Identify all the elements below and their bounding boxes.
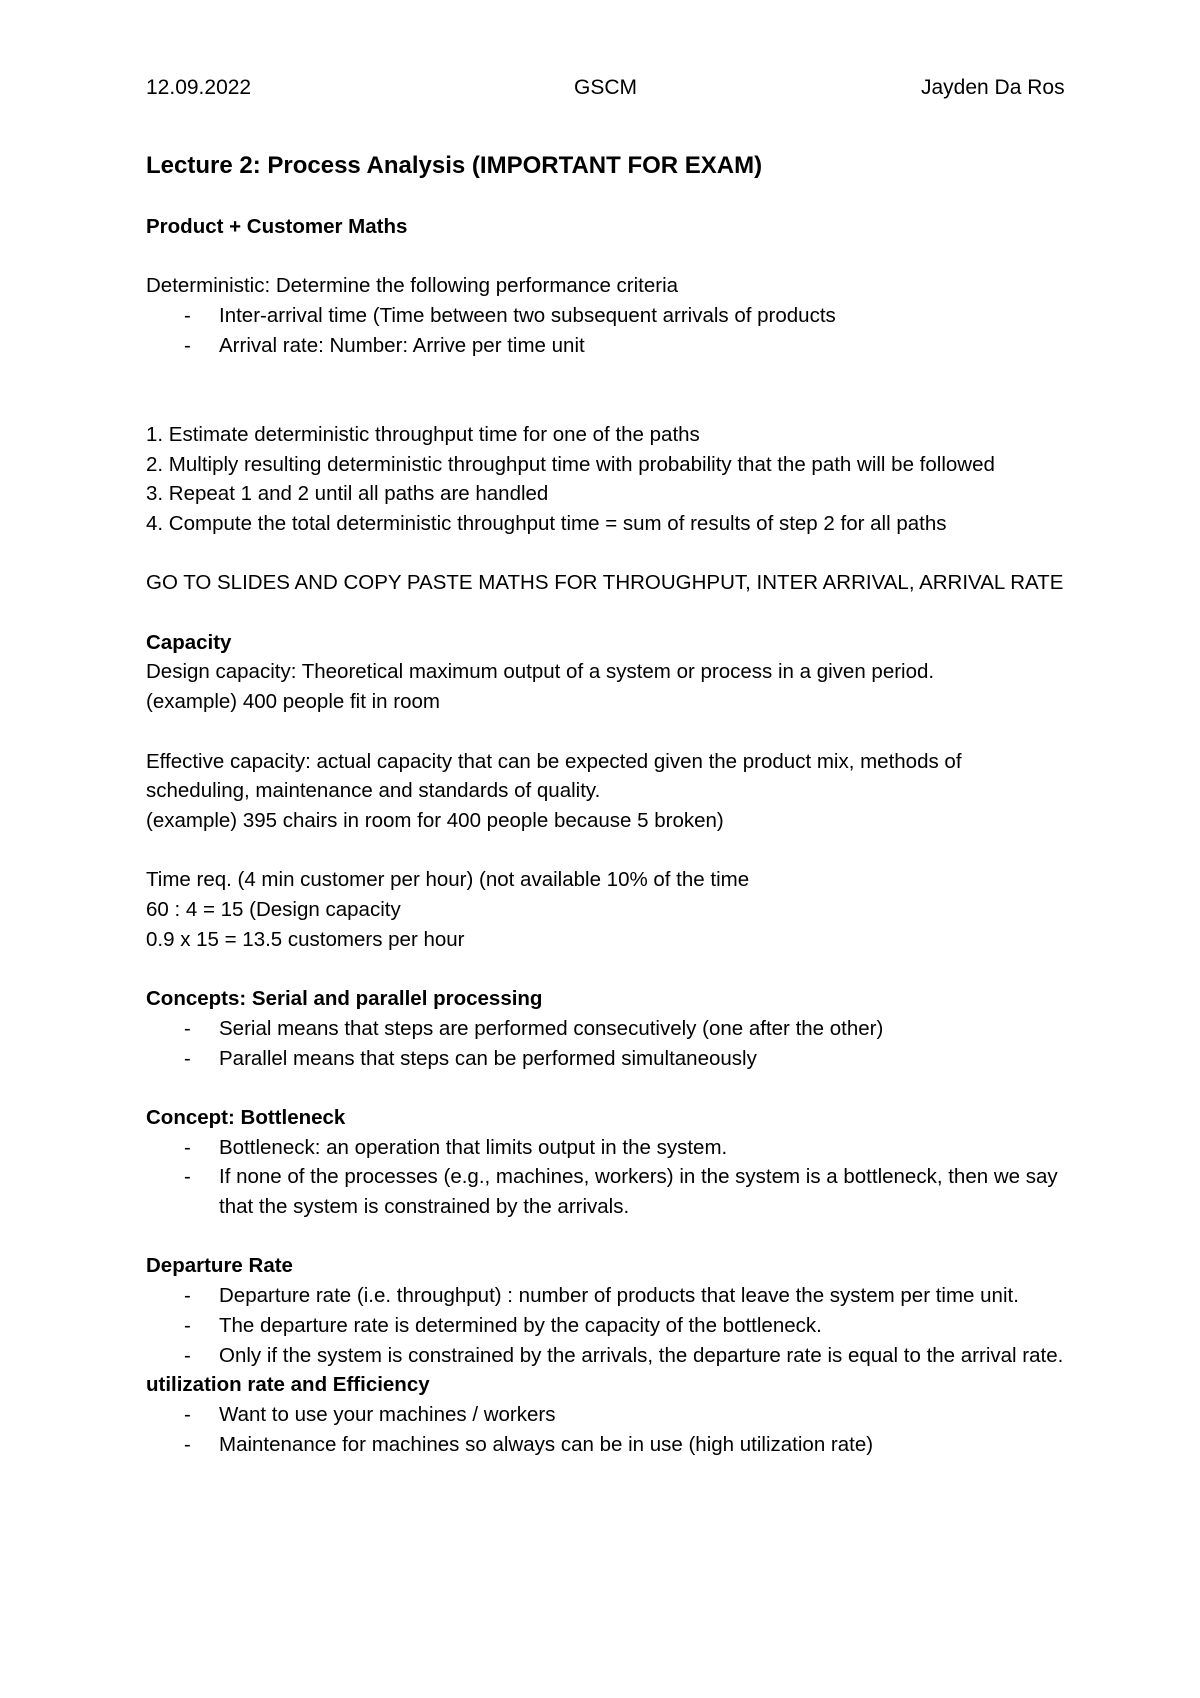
step-item: 1. Estimate deterministic throughput time for one of the paths <box>146 422 700 446</box>
section-heading-bottleneck: Concept: Bottleneck <box>146 1105 346 1129</box>
step-item: 3. Repeat 1 and 2 until all paths are handled <box>146 482 549 506</box>
header-date: 12.09.2022 <box>146 76 252 99</box>
list-item: - Departure rate (i.e. throughput) : number of products that leave the system per time unit. <box>146 1281 1066 1311</box>
capacity-calc-line: Time req. (4 min customer per hour) (not available 10% of the time <box>146 868 750 892</box>
header-subject: GSCM <box>574 76 637 99</box>
departure-list <box>146 1281 1066 1370</box>
design-capacity-definition: Design capacity: Theoretical maximum output of a system or process in a given period. <box>146 660 935 684</box>
deterministic-intro: Deterministic: Determine the following performance criteria <box>146 274 679 298</box>
deterministic-bullet-list <box>146 301 1066 360</box>
throughput-steps <box>146 420 1066 539</box>
bottleneck-list <box>146 1133 1066 1222</box>
list-item: - Only if the system is constrained by the arrivals, the departure rate is equal to the arrival rate. <box>146 1341 1066 1371</box>
effective-capacity-definition: Effective capacity: actual capacity that can be expected given the product mix, methods of scheduling, maintenance and standards of quality. <box>146 749 962 803</box>
step-item: 2. Multiply resulting deterministic throughput time with probability that the path will be followed <box>146 452 995 476</box>
capacity-calc-line: 0.9 x 15 = 13.5 customers per hour <box>146 927 465 951</box>
list-item: - Inter-arrival time (Time between two subsequent arrivals of products <box>146 301 1066 331</box>
serial-parallel-list <box>146 1014 1066 1073</box>
section-heading-serial-parallel: Concepts: Serial and parallel processing <box>146 987 543 1011</box>
list-item: - Maintenance for machines so always can be in use (high utilization rate) <box>146 1430 1066 1460</box>
capacity-calc-line: 60 : 4 = 15 (Design capacity <box>146 898 401 922</box>
list-item: - Serial means that steps are performed consecutively (one after the other) <box>146 1014 1066 1044</box>
effective-capacity-example: (example) 395 chairs in room for 400 people because 5 broken) <box>146 808 724 832</box>
list-item: - Arrival rate: Number: Arrive per time unit <box>146 331 1066 361</box>
section-heading-capacity: Capacity <box>146 630 232 654</box>
design-capacity-example: (example) 400 people fit in room <box>146 690 440 714</box>
document-body <box>146 212 1066 1459</box>
list-item: - If none of the processes (e.g., machines, workers) in the system is a bottleneck, then we say that the system is constrained by the arrivals. <box>146 1162 1066 1221</box>
list-item: - The departure rate is determined by the capacity of the bottleneck. <box>146 1311 1066 1341</box>
step-item: 4. Compute the total deterministic throughput time = sum of results of step 2 for all paths <box>146 512 947 535</box>
utilization-list <box>146 1400 1066 1459</box>
header-author: Jayden Da Ros <box>921 76 1065 99</box>
list-item: - Bottleneck: an operation that limits output in the system. <box>146 1133 1066 1163</box>
slides-note: GO TO SLIDES AND COPY PASTE MATHS FOR THROUGHPUT, INTER ARRIVAL, ARRIVAL RATE <box>146 571 1064 595</box>
section-heading-departure: Departure Rate <box>146 1254 293 1278</box>
list-item: - Want to use your machines / workers <box>146 1400 1066 1430</box>
section-heading-utilization: utilization rate and Efficiency <box>146 1373 430 1397</box>
section-heading-product: Product + Customer Maths <box>146 215 408 238</box>
lecture-title: Lecture 2: Process Analysis (IMPORTANT FOR EXAM) <box>146 152 763 179</box>
list-item: - Parallel means that steps can be performed simultaneously <box>146 1044 1066 1074</box>
